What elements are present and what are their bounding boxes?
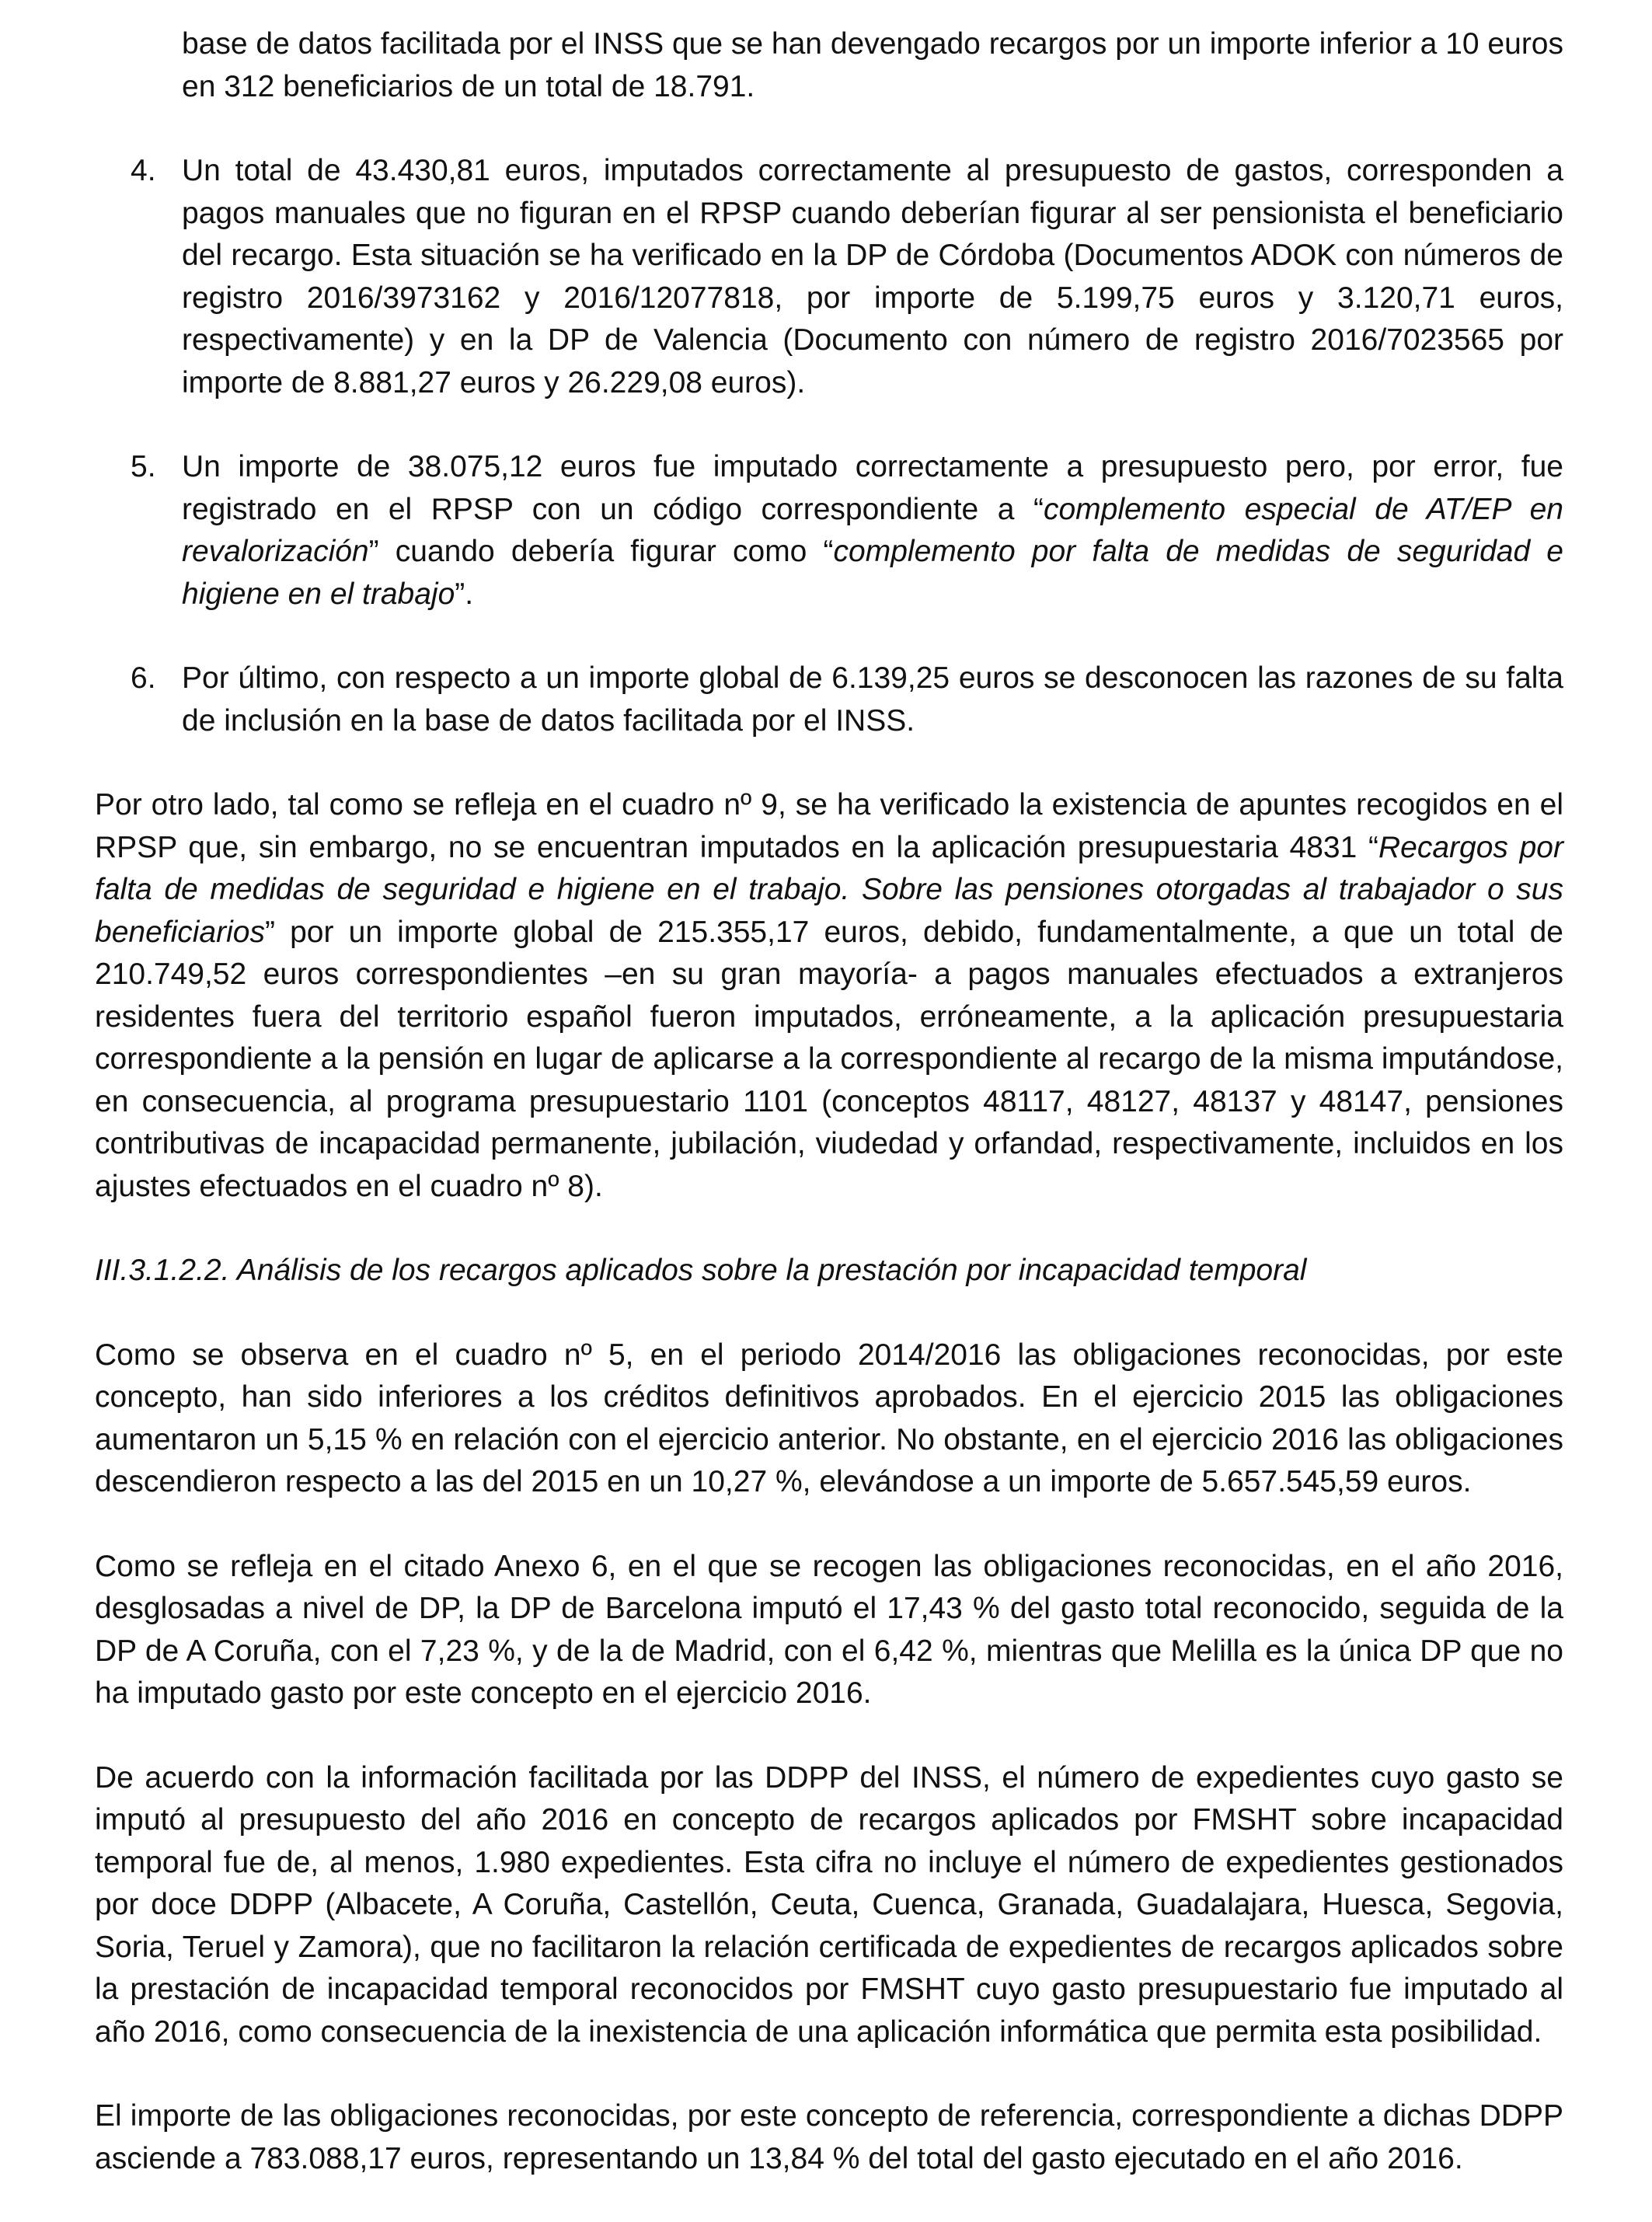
list-item-4	[95, 150, 1563, 404]
italic-quote: complemento por falta de medidas de seguridad e higiene en el trabajo	[182, 535, 1563, 611]
list-number: 6.	[131, 661, 156, 695]
list-item-6	[95, 658, 1563, 742]
list-item-5	[95, 446, 1563, 616]
intro-continuation: base de datos facilitada por el INSS que se han devengado recargos por un importe inferior a 10 euros en 312 beneficiarios de un total de 18.791.	[182, 27, 1563, 103]
list-item-text: Un total de 43.430,81 euros, imputados correctamente al presupuesto de gastos, corresponden a pagos manuales que no figuran en el RPSP cuando deberían figurar al ser pensionista el beneficiario del recargo. Esta situación se ha verificado en la DP de Córdoba (Documentos ADOK con números de registro 2016/3973162 y 2016/12077818, por importe de 5.199,75 euros y 3.120,71 euros, respectivamente) y en la DP de Valencia (Documento con número de registro 2016/7023565 por importe de 8.881,27 euros y 26.229,08 euros).	[182, 154, 1563, 399]
text-segment: ” por un importe global de 215.355,17 euros, debido, fundamentalmente, a que un total de 210.749,52 euros correspondientes –en su gran mayoría- a pagos manuales efectuados a extranjeros residentes fuera del territorio español fueron imputados, erróneamente, a la aplicación presupuestaria correspondiente a la pensión en lugar de aplicarse a la correspondiente al recargo de la misma imputándose, en consecuencia, al programa presupuestario 1101 (conceptos 48117, 48127, 48137 y 48147, pensiones contributivas de incapacidad permanente, jubilación, viudedad y orfandad, respectivamente, incluidos en los ajustes efectuados en el cuadro nº 8).	[95, 915, 1563, 1203]
section-heading: III.3.1.2.2. Análisis de los recargos aplicados sobre la prestación por incapacidad temporal	[95, 1254, 1307, 1287]
text-segment: ” cuando debería figurar como “	[368, 535, 834, 568]
italic-quote: Recargos por falta de medidas de seguridad e higiene en el trabajo. Sobre las pensiones otorgadas al trabajador o sus beneficiarios	[95, 830, 1563, 949]
italic-quote: complemento especial de AT/EP en revalorización	[182, 492, 1563, 568]
paragraph: De acuerdo con la información facilitada por las DDPP del INSS, el número de expedientes cuyo gasto se imputó al presupuesto del año 2016 en concepto de recargos aplicados por FMSHT sobre incapacidad temporal fue de, al menos, 1.980 expedientes. Esta cifra no incluye el número de expedientes gestionados por doce DDPP (Albacete, A Coruña, Castellón, Ceuta, Cuenca, Granada, Guadalajara, Huesca, Segovia, Soria, Teruel y Zamora), que no facilitaron la relación certificada de expedientes de recargos aplicados sobre la prestación de incapacidad temporal reconocidos por FMSHT cuyo gasto presupuestario fue imputado al año 2016, como consecuencia de la inexistencia de una aplicación informática que permita esta posibilidad.	[95, 1760, 1563, 2049]
document-page	[95, 23, 1563, 2222]
text-segment: ”.	[455, 577, 474, 611]
paragraph-otro-lado	[95, 784, 1563, 1208]
paragraph: El importe de las obligaciones reconocidas, por este concepto de referencia, correspondiente a dichas DDPP asciende a 783.088,17 euros, representando un 13,84 % del total del gasto ejecutado en el año 2016.	[95, 2099, 1563, 2175]
list-item-text	[182, 446, 1563, 616]
text-segment: Por otro lado, tal como se refleja en el cuadro nº 9, se ha verificado la existencia de apuntes recogidos en el RPSP que, sin embargo, no se encuentran imputados en la aplicación presupuestaria 4831 “	[95, 788, 1563, 864]
paragraph: Como se observa en el cuadro nº 5, en el periodo 2014/2016 las obligaciones reconocidas, por este concepto, han sido inferiores a los créditos definitivos aprobados. En el ejercicio 2015 las obligaciones aumentaron un 5,15 % en relación con el ejercicio anterior. No obstante, en el ejercicio 2016 las obligaciones descendieron respecto a las del 2015 en un 10,27 %, elevándose a un importe de 5.657.545,59 euros.	[95, 1338, 1563, 1498]
paragraph: Como se refleja en el citado Anexo 6, en el que se recogen las obligaciones reconocidas, en el año 2016, desglosadas a nivel de DP, la DP de Barcelona imputó el 17,43 % del gasto total reconocido, seguida de la DP de A Coruña, con el 7,23 %, y de la de Madrid, con el 6,42 %, mientras que Melilla es la única DP que no ha imputado gasto por este concepto en el ejercicio 2016.	[95, 1549, 1563, 1710]
text-segment: Un importe de 38.075,12 euros fue imputado correctamente a presupuesto pero, por error, fue registrado en el RPSP con un código correspondiente a “	[182, 450, 1563, 526]
list-number: 4.	[131, 154, 156, 187]
list-item-text: Por último, con respecto a un importe global de 6.139,25 euros se desconocen las razones de su falta de inclusión en la base de datos facilitada por el INSS.	[182, 661, 1563, 738]
list-number: 5.	[131, 450, 156, 483]
